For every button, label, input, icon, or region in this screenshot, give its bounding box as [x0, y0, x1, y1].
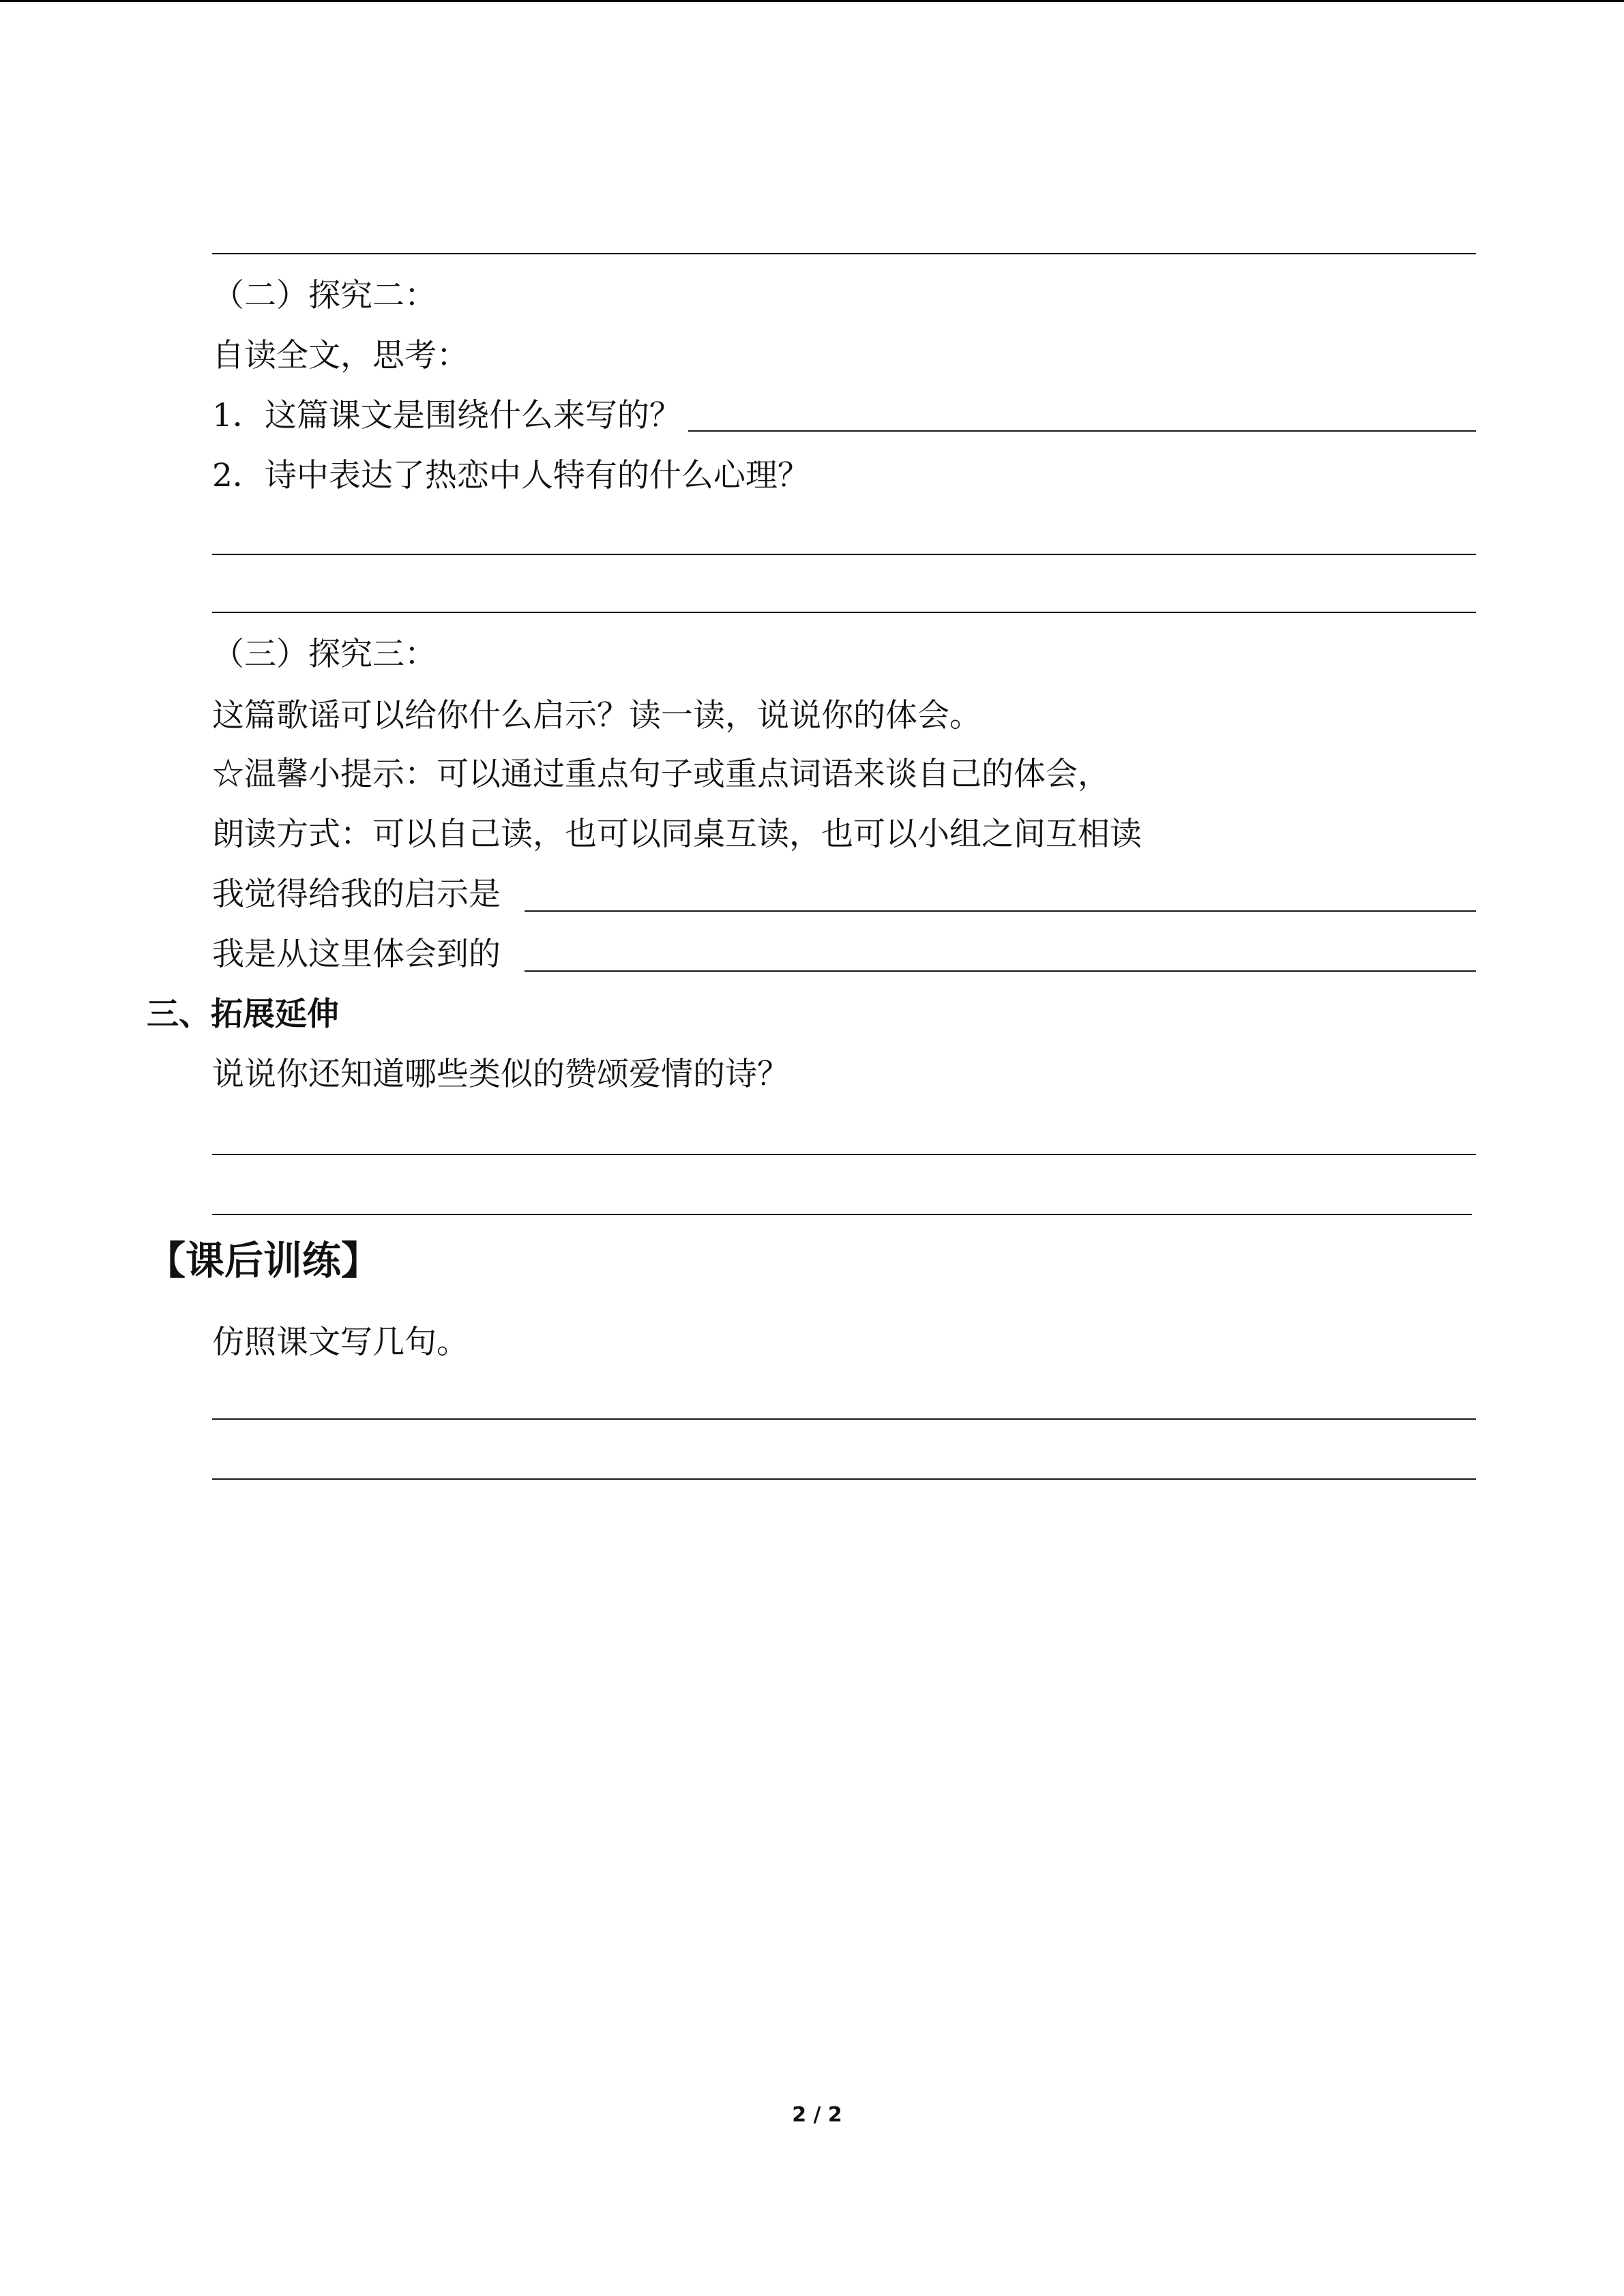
- inquiry3-prompt: 这篇歌谣可以给你什么启示？读一读，说说你的体会。: [212, 697, 981, 734]
- page-top-border: [0, 0, 1624, 2]
- after-class-answer-line: [212, 1418, 1476, 1420]
- question-1-answer-line: [688, 430, 1476, 432]
- extension-answer-line: [212, 1214, 1472, 1215]
- inquiry3-source-label: 我是从这里体会到的: [212, 936, 501, 973]
- page-number: 2 / 2: [792, 2103, 842, 2127]
- inquiry2-question-2: 2．诗中表达了热恋中人特有的什么心理？: [212, 457, 810, 494]
- extension-question: 说说你还知道哪些类似的赞颂爱情的诗？: [212, 1056, 789, 1093]
- after-class-heading: 【课后训练】: [147, 1238, 380, 1283]
- question-2-answer-line: [212, 612, 1476, 613]
- inquiry2-question-1: 1．这篇课文是围绕什么来写的？: [212, 397, 681, 434]
- extension-answer-line: [212, 1154, 1476, 1155]
- inquiry2-heading: （二）探究二：: [212, 277, 437, 314]
- inquiry2-prompt: 自读全文，思考：: [212, 337, 469, 374]
- enlightenment-answer-line: [525, 910, 1476, 912]
- inquiry3-tip: ☆温馨小提示：可以通过重点句子或重点词语来谈自己的体会，: [212, 756, 1110, 793]
- source-answer-line: [525, 970, 1476, 972]
- extension-heading: 三、拓展延伸: [147, 996, 339, 1033]
- question-2-answer-line: [212, 554, 1476, 555]
- after-class-answer-line: [212, 1478, 1476, 1480]
- answer-line: [212, 253, 1476, 254]
- inquiry3-heading: （三）探究三：: [212, 636, 437, 673]
- after-class-task: 仿照课文写几句。: [212, 1324, 469, 1361]
- inquiry3-enlightenment-label: 我觉得给我的启示是: [212, 876, 501, 913]
- inquiry3-reading-mode: 朗读方式：可以自己读，也可以同桌互读，也可以小组之间互相读: [212, 816, 1142, 853]
